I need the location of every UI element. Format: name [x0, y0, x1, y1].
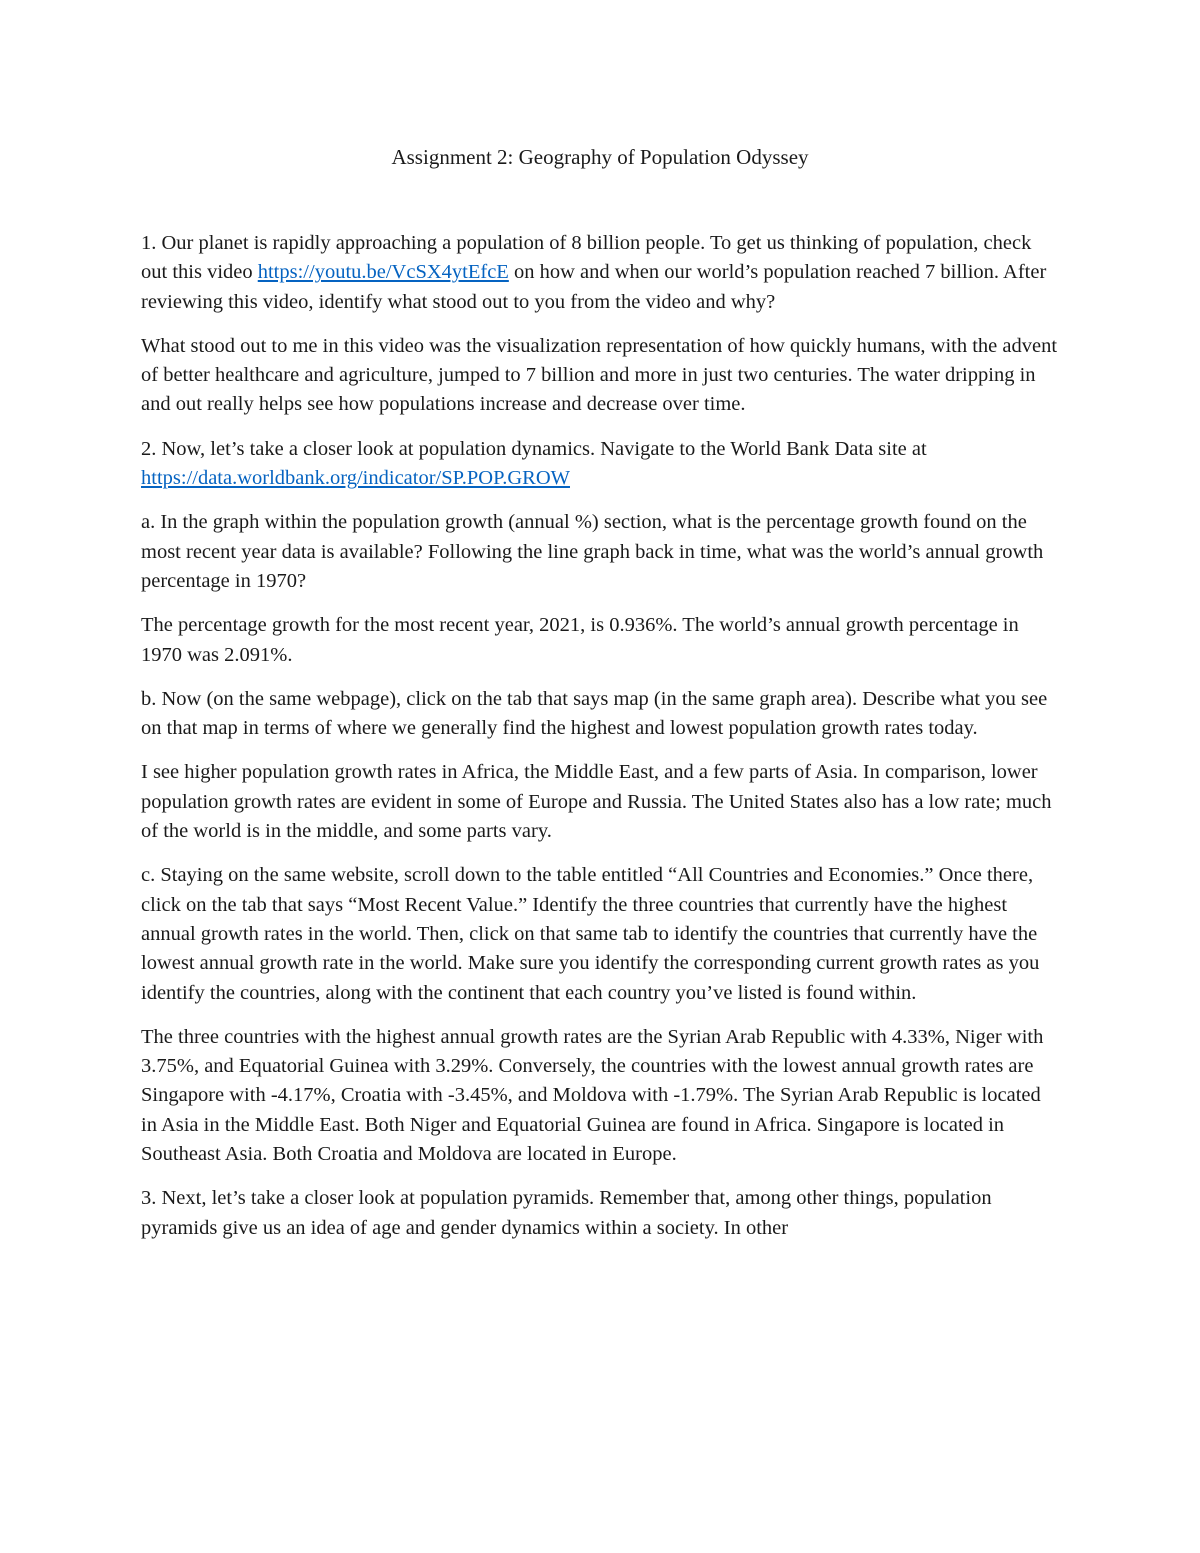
question-3: 3. Next, let’s take a closer look at population pyramids. Remember that, among other things, population pyramids give us an idea of age and gender dynamics within a society. In other	[141, 1187, 992, 1239]
document-body	[141, 229, 1061, 1258]
question-2c: c. Staying on the same website, scroll down to the table entitled “All Countries and Economies.” Once there, click on the tab that says “Most Recent Value.” Identify the three countries that currently have the highest annual growth rates in the world. Then, click on that same tab to identify the countries that currently have the lowest annual growth rate in the world. Make sure you identify the corresponding current growth rates as you identify the countries, along with the continent that each country you’ve listed is found within.	[141, 864, 1040, 1004]
worldbank-link[interactable]: https://data.worldbank.org/indicator/SP.POP.GROW	[141, 467, 570, 490]
answer-2a: The percentage growth for the most recent year, 2021, is 0.936%. The world’s annual growth percentage in 1970 was 2.091%.	[141, 614, 1019, 666]
answer-1: What stood out to me in this video was the visualization representation of how quickly humans, with the advent of better healthcare and agriculture, jumped to 7 billion and more in just two centuries. The water dripping in and out really helps see how populations increase and decrease over time.	[141, 334, 1058, 416]
answer-2b: I see higher population growth rates in Africa, the Middle East, and a few parts of Asia. In comparison, lower population growth rates are evident in some of Europe and Russia. The United States also has a low rate; much of the world is in the middle, and some parts vary.	[141, 761, 1052, 843]
question-1	[141, 229, 1061, 317]
question-2	[141, 435, 1061, 494]
question-1-text-before: 1. Our planet is rapidly approaching a population of 8 billion people. To get us thinking of population, check out this video	[141, 232, 1032, 284]
question-1-text-after: on how and when our world’s population reached 7 billion. After reviewing this video, identify what stood out to you from the video and why?	[141, 261, 1047, 313]
question-2a: a. In the graph within the population growth (annual %) section, what is the percentage growth found on the most recent year data is available? Following the line graph back in time, what was the world’s annual growth percentage in 1970?	[141, 511, 1044, 592]
question-2b: b. Now (on the same webpage), click on the tab that says map (in the same graph area). Describe what you see on that map in terms of where we generally find the highest and lowest population growth rates today.	[141, 687, 1048, 740]
answer-2c: The three countries with the highest annual growth rates are the Syrian Arab Republic with 4.33%, Niger with 3.75%, and Equatorial Guinea with 3.29%. Conversely, the countries with the lowest annual growth rates are Singapore with -4.17%, Croatia with -3.45%, and Moldova with -1.79%. The Syrian Arab Republic is located in Asia in the Middle East. Both Niger and Equatorial Guinea are found in Africa. Singapore is located in Southeast Asia. Both Croatia and Moldova are located in Europe.	[141, 1025, 1044, 1166]
question-2-text-before: 2. Now, let’s take a closer look at population dynamics. Navigate to the World Bank Data site at	[141, 437, 927, 460]
document-title: Assignment 2: Geography of Population Odyssey	[391, 145, 809, 169]
video-link[interactable]: https://youtu.be/VcSX4ytEfcE	[257, 261, 509, 284]
